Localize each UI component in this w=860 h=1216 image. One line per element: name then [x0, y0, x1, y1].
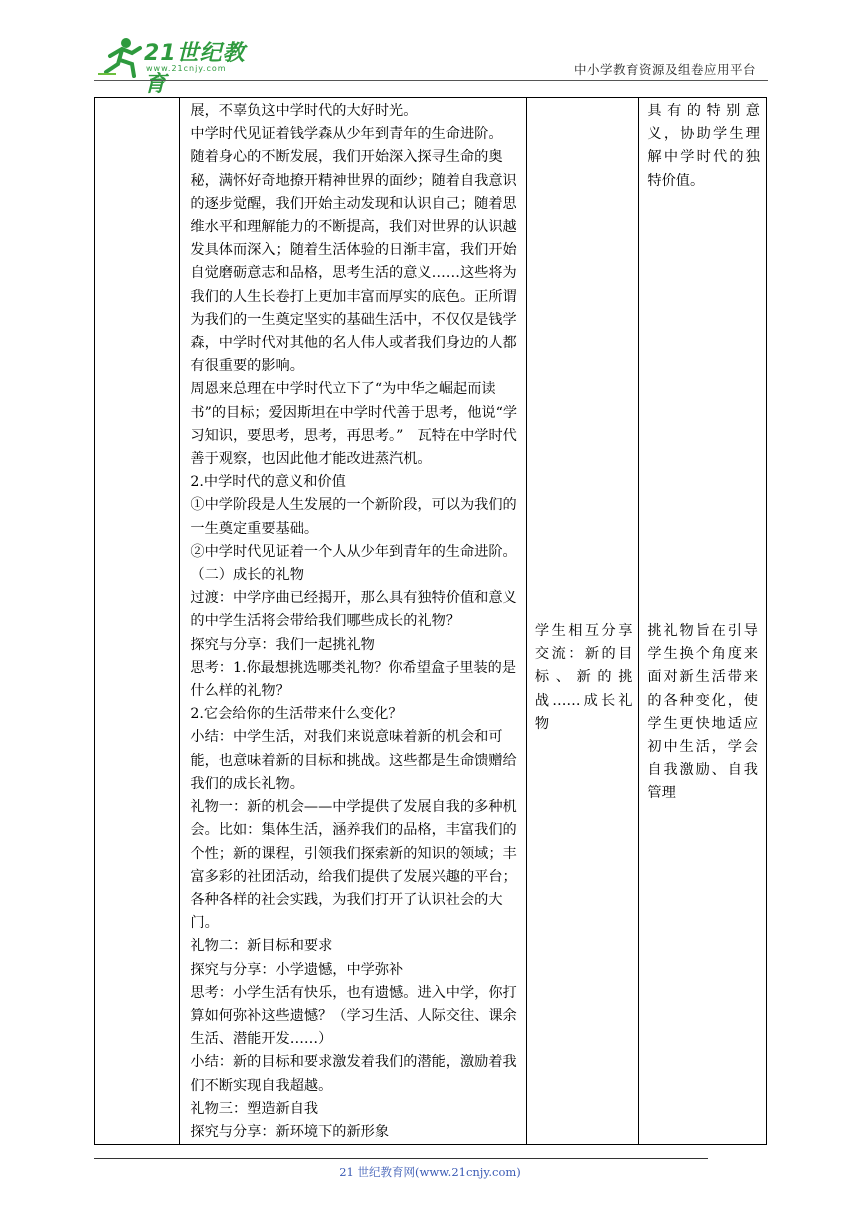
site-logo: [96, 34, 266, 97]
content-line: 思考：小学生活有快乐，也有遗憾。进入中学，你打算如何弥补这些遗憾？（学习生活、人际交往、课余生活、潜能开发……）: [190, 984, 517, 1048]
content-line: 探究与分享：新环境下的新形象: [190, 1123, 390, 1140]
content-line: 礼物二：新目标和要求: [190, 938, 333, 955]
content-line: 小结：中学生活，对我们来说意味着新的机会和可能，也意味着新的目标和挑战。这些都是生命馈赠给我们的成长礼物。: [190, 729, 517, 792]
lesson-table: [94, 97, 767, 1145]
student-activity-text: 学生相互分享交流：新的目标、新的挑战……成长礼物: [534, 623, 633, 732]
content-line: 周恩来总理在中学时代立下了“为中华之崛起而读书”的目标；爱因斯坦在中学时代善于思考，他说“学习知识，要思考，思考，再思考。” 瓦特在中学时代善于观察，也因此他才能改进蒸汽机。: [190, 381, 518, 468]
content-line: 2.它会给你的生活带来什么变化？: [190, 706, 403, 723]
teaching-content-cell: [180, 98, 527, 1145]
header-divider: [94, 80, 768, 81]
empty-cell: [95, 98, 180, 1145]
content-line: 小结：新的目标和要求激发着我们的潜能，激励着我们不断实现自我超越。: [190, 1054, 517, 1094]
table-row: [95, 98, 767, 1145]
content-line: 思考：1.你最想挑选哪类礼物？你希望盒子里装的是什么样的礼物？: [190, 659, 517, 700]
footer-link[interactable]: 21 世纪教育网(www.21cnjy.com): [339, 1165, 521, 1179]
design-intent-cell: [639, 98, 767, 1145]
footer-divider: [94, 1158, 708, 1159]
teaching-content: [180, 98, 526, 1144]
platform-title: 中小学教育资源及组卷应用平台: [573, 62, 756, 77]
content-line: ①中学阶段是人生发展的一个新阶段，可以为我们的一生奠定重要基础。: [190, 497, 517, 537]
content-line: 展，不辜负这中学时代的大好时光。: [190, 103, 418, 119]
content-line: 过渡：中学序曲已经揭开，那么具有独特价值和意义的中学生活将会带给我们哪些成长的礼物？: [190, 590, 517, 630]
logo-url: www.21cnjy.com: [146, 64, 227, 73]
content-line: 探究与分享：我们一起挑礼物: [190, 636, 375, 653]
content-line: 随着身心的不断发展，我们开始深入探寻生命的奥秘，满怀好奇地撩开精神世界的面纱；随着自我意识的逐步觉醒，我们开始主动发现和认识自己；随着思维水平和理解能力的不断提高，我们对世界的认识越发具体而深入；随着生活体验的日渐丰富，我们开始自觉磨砺意志和品格，思考生活的意义……这些将为我们的人生长卷打上更加丰富而厚实的底色。正所谓为我们的一生奠定坚实的基础生活中，不仅仅是钱学森，中学时代对其他的名人伟人或者我们身边的人都有很重要的影响。: [190, 149, 517, 375]
content-line: ②中学时代见证着一个人从少年到青年的生命进阶。: [190, 543, 517, 560]
design-intent-middle: 挑礼物旨在引导学生换个角度来面对新生活带来的各种变化，使学生更快地适应初中生活，学会自我激励、自我管理: [647, 623, 758, 802]
design-intent-top: 具有的特别意义，协助学生理解中学时代的独特价值。: [647, 103, 760, 189]
content-line: 礼物三：塑造新自我: [190, 1100, 319, 1117]
content-line: 中学时代见证着钱学森从少年到青年的生命进阶。: [190, 126, 503, 143]
content-line: 探究与分享：小学遗憾，中学弥补: [190, 961, 404, 978]
logo-text: 21世纪教育: [144, 41, 246, 97]
content-line: 2.中学时代的意义和价值: [190, 474, 346, 491]
section-heading: （二）成长的礼物: [190, 567, 304, 584]
content-line: 礼物一：新的机会——中学提供了发展自我的多种机会。比如：集体生活，涵养我们的品格，丰富我们的个性；新的课程，引领我们探索新的知识的领域；丰富多彩的社团活动，给我们提供了发展兴趣的平台；各种各样的社会实践，为我们打开了认识社会的大门。: [190, 799, 517, 932]
student-activity-cell: [526, 98, 639, 1145]
